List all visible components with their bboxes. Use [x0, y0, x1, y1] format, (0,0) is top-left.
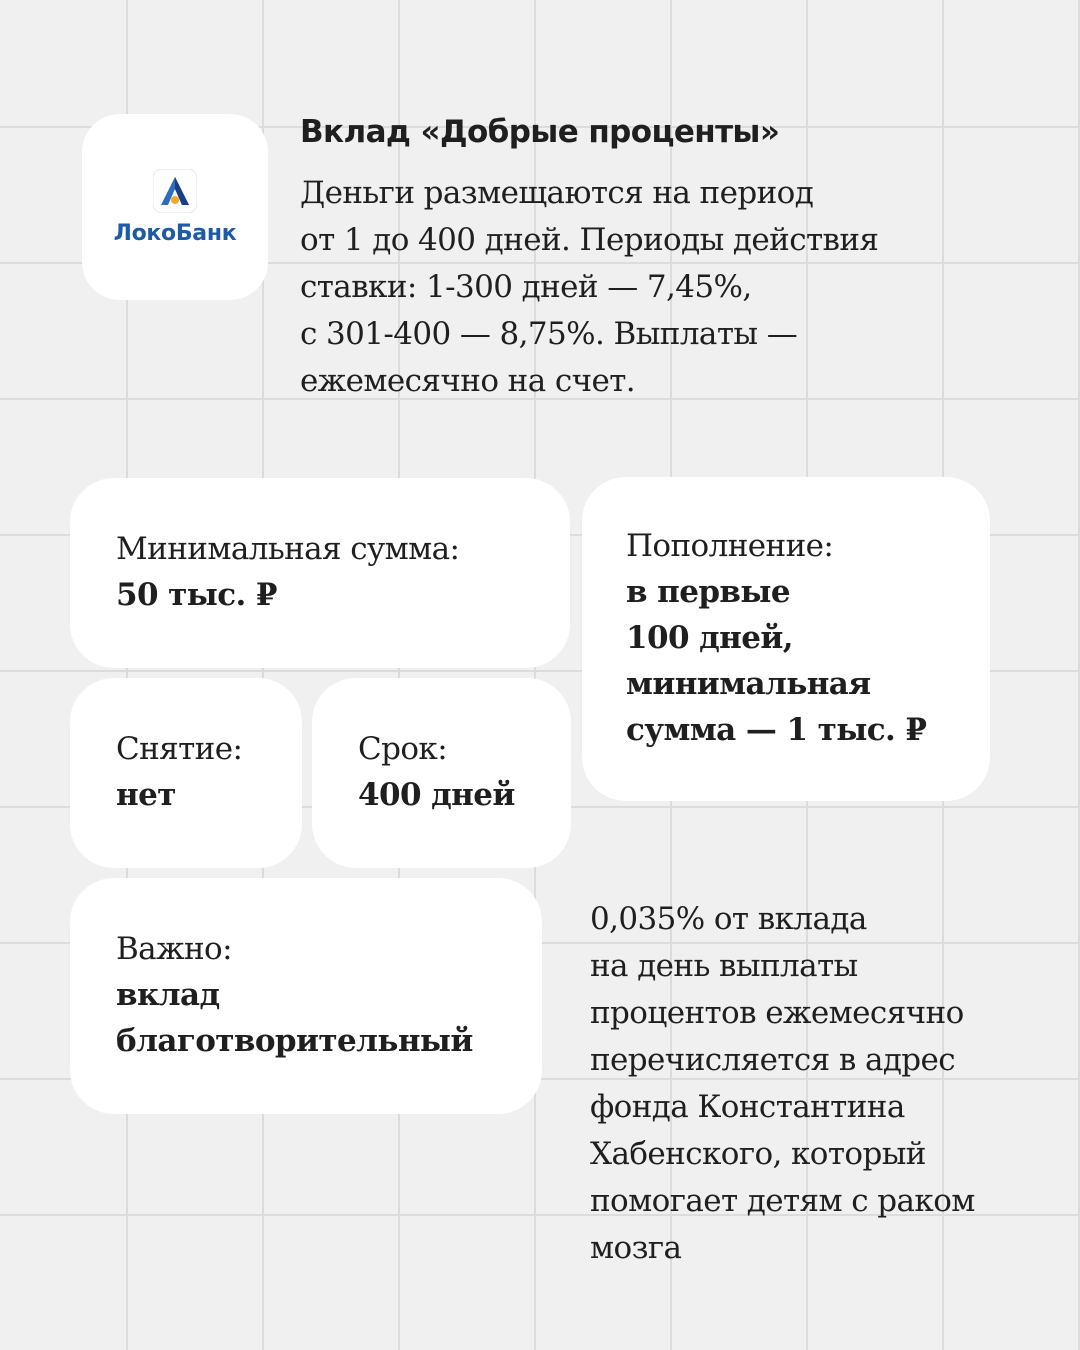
replenishment-label: Пополнение:: [626, 528, 834, 564]
min-sum-value: 50 тыс. ₽: [116, 577, 277, 613]
replenishment-value-line: минимальная: [626, 666, 871, 702]
note-line: процентов ежемесячно: [590, 995, 964, 1031]
important-label: Важно:: [116, 931, 232, 967]
description-line: от 1 до 400 дней. Периоды действия: [300, 222, 879, 258]
description-line: Деньги размещаются на период: [300, 175, 814, 211]
note-line: перечисляется в адрес: [590, 1042, 956, 1078]
term-label: Срок:: [358, 731, 448, 767]
replenishment-value-line: в первые: [626, 574, 790, 610]
note-line: Хабенского, который: [590, 1136, 926, 1172]
note-line: фонда Константина: [590, 1089, 905, 1125]
description-line: с 301-400 — 8,75%. Выплаты —: [300, 316, 798, 352]
term-value: 400 дней: [358, 777, 515, 813]
lokobank-logo-icon: [153, 169, 197, 213]
description-line: ежемесячно на счет.: [300, 363, 636, 399]
page-title: Вклад «Добрые проценты»: [300, 114, 780, 150]
replenishment-value-line: 100 дней,: [626, 620, 793, 656]
important-value-line: благотворительный: [116, 1023, 473, 1059]
withdrawal-value: нет: [116, 777, 176, 813]
withdrawal-label: Снятие:: [116, 731, 243, 767]
description-line: ставки: 1-300 дней — 7,45%,: [300, 269, 752, 305]
min-sum-label: Минимальная сумма:: [116, 531, 460, 567]
bank-name: ЛокоБанк: [113, 220, 237, 246]
min-sum-card: [70, 478, 570, 668]
deposit-description: [300, 170, 1000, 405]
important-card: [70, 878, 542, 1114]
term-card: [312, 678, 571, 868]
note-line: помогает детям с раком: [590, 1183, 975, 1219]
withdrawal-card: [70, 678, 302, 868]
note-line: мозга: [590, 1230, 682, 1266]
note-line: на день выплаты: [590, 948, 858, 984]
important-value-line: вклад: [116, 977, 220, 1013]
replenishment-card: [582, 477, 990, 801]
bank-logo-card: [82, 114, 268, 300]
note-line: 0,035% от вклада: [590, 901, 867, 937]
charity-note: [590, 896, 1050, 1272]
replenishment-value-line: сумма — 1 тыс. ₽: [626, 712, 927, 748]
